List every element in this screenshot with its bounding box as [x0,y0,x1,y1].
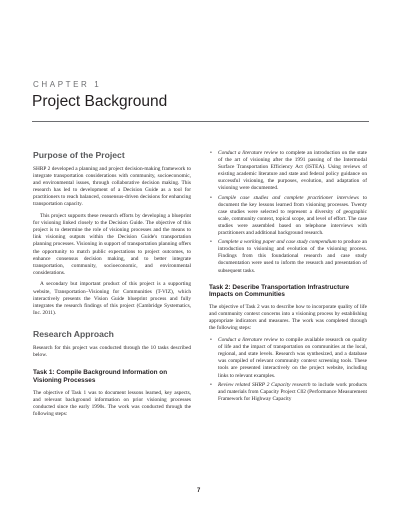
approach-paragraph: Research for this project was conducted through the 10 tasks described below. [33,345,191,359]
bullet-lead: Review related SHRP 2 Capacity research [218,381,311,388]
bullet-lead: Compile case studies and complete practitioner interviews [218,194,359,201]
list-item [209,382,367,403]
chapter-label: CHAPTER 1 [33,80,102,89]
bullet-lead: Conduct a literature review [218,337,278,344]
bullet-lead: Complete a working paper and case study compendium [218,239,337,246]
right-column [209,150,367,407]
approach-heading: Research Approach [33,329,114,340]
title-rule [32,121,369,122]
list-item [209,150,367,193]
purpose-paragraph-2: This project supports these research efforts by developing a blueprint for visioning linked closely to the Decision Guide. The objective of this project is to determine the role of visioning processes and the means to link visioning outputs within the Decision Guide's transportation planning processes. Visioning in support of transportation planning offers the opportunity to match public expectations to project outcomes, to enhance consensus decision making, and to better integrate transportation, community, socioeconomic, and environmental considerations. [33,213,191,276]
bullet-text: to produce an introduction to visioning and evolution of the visioning process. Findings from this foundational research and case study documentation were used to inform the research and presentation of subsequent tasks. [218,239,368,274]
bullet-text: to complete an introduction on the state of the art of visioning after the 1991 passing of the Intermodal Surface Transportation Efficiency Act (ISTEA). Using reviews of existing academic literature and state and federal policy guidance on successful visioning, the purposes, evolution, and adaptation of visioning were documented. [218,150,367,192]
task1-bullet-list [209,150,367,275]
purpose-paragraph-3: A secondary but important product of this project is a supporting website, Transportation–Visioning for Communities (T-VIZ), which interactively presents the Vision Guide blueprint process and fully integrates the research findings of this project (Cambridge Systematics, Inc. 2011). [33,281,191,316]
list-item [209,239,367,274]
task1-paragraph: The objective of Task 1 was to document lessons learned, key aspects, and relevant background information on prior visioning processes conducted since the early 1990s. The work was conducted through the following steps: [33,389,191,417]
task2-bullet-list [209,337,367,403]
task2-heading: Task 2: Describe Transportation Infrastructure Impacts on Communities [209,283,350,299]
page-number: 7 [197,488,201,494]
bullet-icon: • [210,194,212,201]
left-column [33,150,191,423]
chapter-title: Project Background [32,93,168,110]
bullet-icon: • [210,381,212,388]
bullet-icon: • [210,337,212,344]
list-item [209,195,367,238]
purpose-paragraph-1: SHRP 2 developed a planning and project decision-making framework to integrate transportation considerations with community, socioeconomic, and environmental issues, through collaborative decision making. This research has led to development of a Decision Guide as a tool for practitioners to reach balanced, consensus-driven decisions for enhancing transportation capacity. [33,166,191,208]
bullet-text: to compile available research on quality of life and the impact of transportation on communities at the local, regional, and state levels. Research was synthesized, and a database was compiled of relevant community context screening tools. These tools are presented interactively on the project website, including links to relevant examples. [218,337,367,379]
purpose-heading: Purpose of the Project [33,150,125,160]
bullet-lead: Conduct a literature review [218,150,279,156]
bullet-icon: • [210,239,212,246]
task2-paragraph: The objective of Task 2 was to describe how to incorporate quality of life and community context concerns into a visioning process by establishing appropriate indicators and measures. The work was completed through the following steps: [209,304,367,332]
bullet-text: to include work products and materials from Capacity Project C02 (Performance Measurement Framework for Highway Capacity [218,381,367,402]
bullet-icon: • [210,150,212,156]
task1-heading: Task 1: Compile Background Information on Visioning Processes [33,369,168,384]
bullet-text: to document the key lessons learned from visioning processes. Twenty case studies were selected to represent a diversity of geographic scale, community context, topical scope, and level of effort. The case studies were assembled based on telephone interviews with practitioners and additional background research. [218,194,367,237]
list-item [209,337,367,380]
